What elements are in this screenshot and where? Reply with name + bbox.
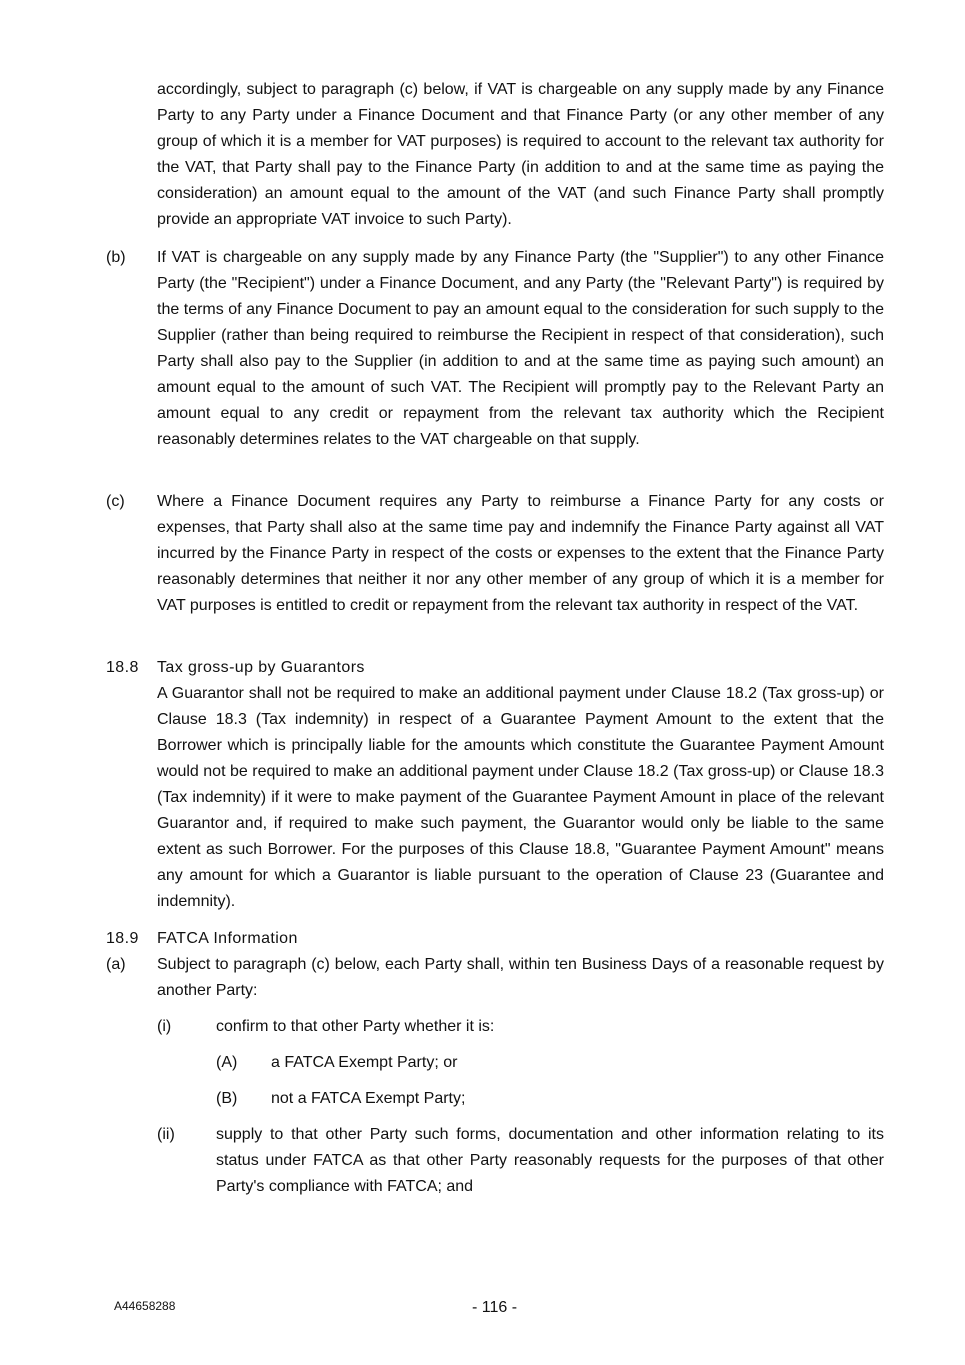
item-i-label: (i): [157, 1018, 172, 1035]
item-A-label: (A): [216, 1054, 238, 1071]
para-b-text: If VAT is chargeable on any supply made by any Finance Party (the "Supplier") to any other Finance Party (the "Recipient") under a Finance Document, and any Party (the "Relevant Party") is required by the terms of any Finance Document to pay an amount equal to the consideration for such supply to the Supplier (rather than being required to reimburse the Recipient in respect of that consideration), such Party shall also pay to the Supplier (in addition to and at the same time as paying such amount) an amount equal to the amount of such VAT. The Recipient will promptly pay to the Relevant Party an amount equal to any credit or repayment from the relevant tax authority which the Recipient reasonably determines relates to the VAT chargeable on that supply.: [157, 249, 884, 448]
item-ii-text: supply to that other Party such forms, documentation and other information relating to its status under FATCA as that other Party reasonably requests for the purposes of that other Party's compliance with FATCA; and: [216, 1126, 884, 1195]
document-id: A44658288: [114, 1299, 176, 1313]
item-A-text: a FATCA Exempt Party; or: [271, 1054, 458, 1071]
para-b-label: (b): [106, 249, 126, 266]
para-a-label: (a): [106, 956, 126, 973]
section-18-9-title: FATCA Information: [157, 930, 298, 947]
section-18-9-number: 18.9: [106, 930, 139, 947]
para-a-text: Subject to paragraph (c) below, each Party shall, within ten Business Days of a reasonable request by another Party:: [157, 956, 884, 999]
item-ii-label: (ii): [157, 1126, 175, 1143]
section-18-8-text: A Guarantor shall not be required to make an additional payment under Clause 18.2 (Tax gross-up) or Clause 18.3 (Tax indemnity) in respect of a Guarantee Payment Amount to the extent that the Borrower which is principally liable for the amounts which constitute the Guarantee Payment Amount would not be required to make an additional payment under Clause 18.2 (Tax gross-up) or Clause 18.3 (Tax indemnity) if it were to make payment of the Guarantee Payment Amount in place of the relevant Guarantor and, if required to make such payment, the Guarantor would only be liable to the same extent as such Borrower. For the purposes of this Clause 18.8, "Guarantee Payment Amount" means any amount for which a Guarantor is liable pursuant to the operation of Clause 23 (Guarantee and indemnity).: [157, 685, 884, 910]
section-18-8-number: 18.8: [106, 659, 139, 676]
section-18-8-title: Tax gross-up by Guarantors: [157, 659, 365, 676]
intro-paragraph: accordingly, subject to paragraph (c) below, if VAT is chargeable on any supply made by any Finance Party to any Party under a Finance Document and that Finance Party (or any other member of any group of which it is a member for VAT purposes) is required to account to the relevant tax authority for the VAT, that Party shall pay to the Finance Party (in addition to and at the same time as paying the consideration) an amount equal to the amount of the VAT (and such Finance Party shall promptly provide an appropriate VAT invoice to such Party).: [157, 81, 884, 228]
item-B-text: not a FATCA Exempt Party;: [271, 1090, 466, 1107]
item-B-label: (B): [216, 1090, 238, 1107]
page-number: - 116 -: [472, 1299, 518, 1316]
para-c-label: (c): [106, 493, 125, 510]
item-i-text: confirm to that other Party whether it is:: [216, 1018, 495, 1035]
para-c-text: Where a Finance Document requires any Party to reimburse a Finance Party for any costs or expenses, that Party shall also at the same time pay and indemnify the Finance Party against all VAT incurred by the Finance Party in respect of the costs or expenses to the extent that the Finance Party reasonably determines that neither it nor any other member of any group of which it is a member for VAT purposes is entitled to credit or repayment from the relevant tax authority in respect of the VAT.: [157, 493, 884, 614]
